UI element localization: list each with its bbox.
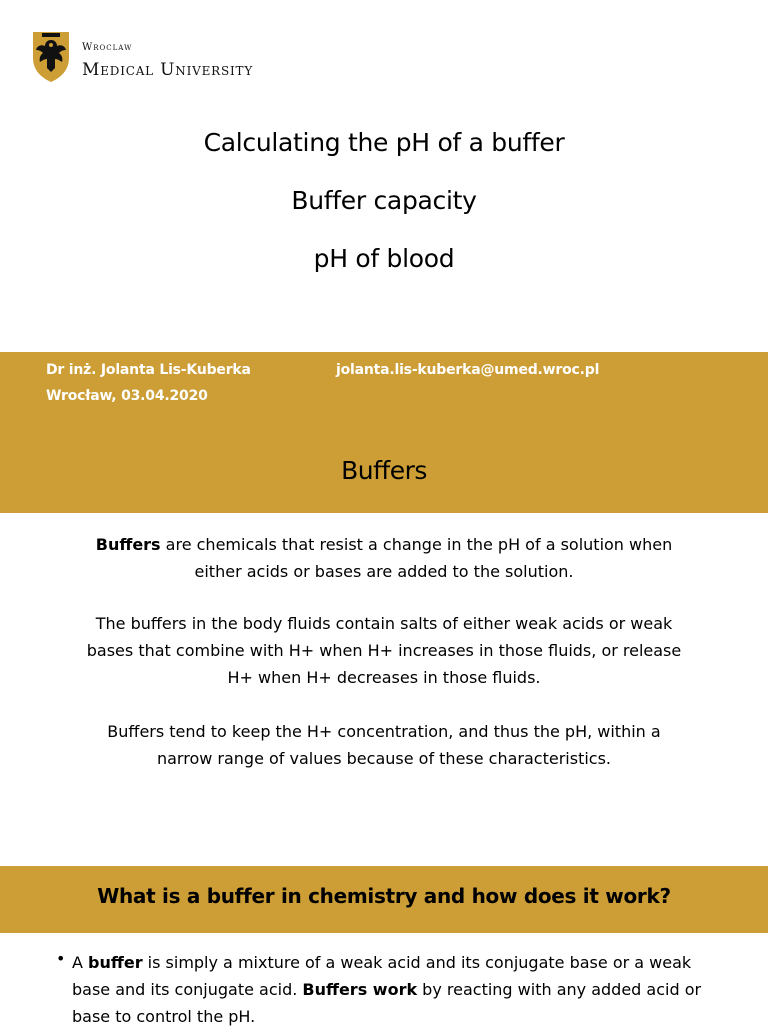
buffers-slide-body: [0, 513, 768, 866]
buffers-paragraph-1: [84, 531, 684, 585]
university-name-small: Wroclaw: [82, 42, 133, 53]
author-place-date: Wrocław, 03.04.2020: [46, 388, 208, 404]
bullet-text-e: by reacting with any added acid or base to control the pH.: [72, 980, 702, 1026]
bullet-item: [72, 949, 732, 1030]
title-slide: [0, 0, 768, 352]
buffer-chemistry-title: What is a buffer in chemistry and how does it work?: [97, 884, 671, 908]
author-band: [0, 352, 768, 513]
bullet-term-buffer: buffer: [88, 953, 143, 972]
bullet-icon: •: [56, 949, 66, 968]
buffers-paragraph-3: Buffers tend to keep the H+ concentration, and thus the pH, within a narrow range of values because of these characteristics.: [107, 722, 661, 768]
university-name: Medical University: [82, 60, 254, 80]
slide-title-line-3: pH of blood: [313, 244, 455, 273]
slide-title-line-2: Buffer capacity: [291, 186, 477, 215]
slide-title-line-1: Calculating the pH of a buffer: [203, 128, 565, 157]
buffers-paragraph-2: The buffers in the body fluids contain salts of either weak acids or weak bases that combine with H+ when H+ increases in those fluids, or release H+ when H+ decreases in those fluids.: [86, 614, 682, 687]
buffer-chemistry-header: [0, 866, 768, 933]
bullet-text-a: A: [72, 953, 89, 972]
author-name: Dr inż. Jolanta Lis-Kuberka: [46, 362, 251, 378]
buffer-chemistry-body: [0, 933, 768, 1024]
buffers-term: Buffers: [95, 535, 161, 554]
eagle-crest-icon: [30, 28, 72, 84]
bullet-text-c: is simply a mixture of a weak acid and its conjugate base or a weak base and its conjugate acid.: [72, 953, 692, 999]
author-email[interactable]: jolanta.lis-kuberka@umed.wroc.pl: [336, 362, 600, 378]
buffers-paragraph-1-text: are chemicals that resist a change in the pH of a solution when either acids or bases are added to the solution.: [160, 535, 673, 581]
buffers-slide-title: Buffers: [341, 456, 427, 485]
bullet-term-buffers-work: Buffers work: [302, 980, 418, 999]
